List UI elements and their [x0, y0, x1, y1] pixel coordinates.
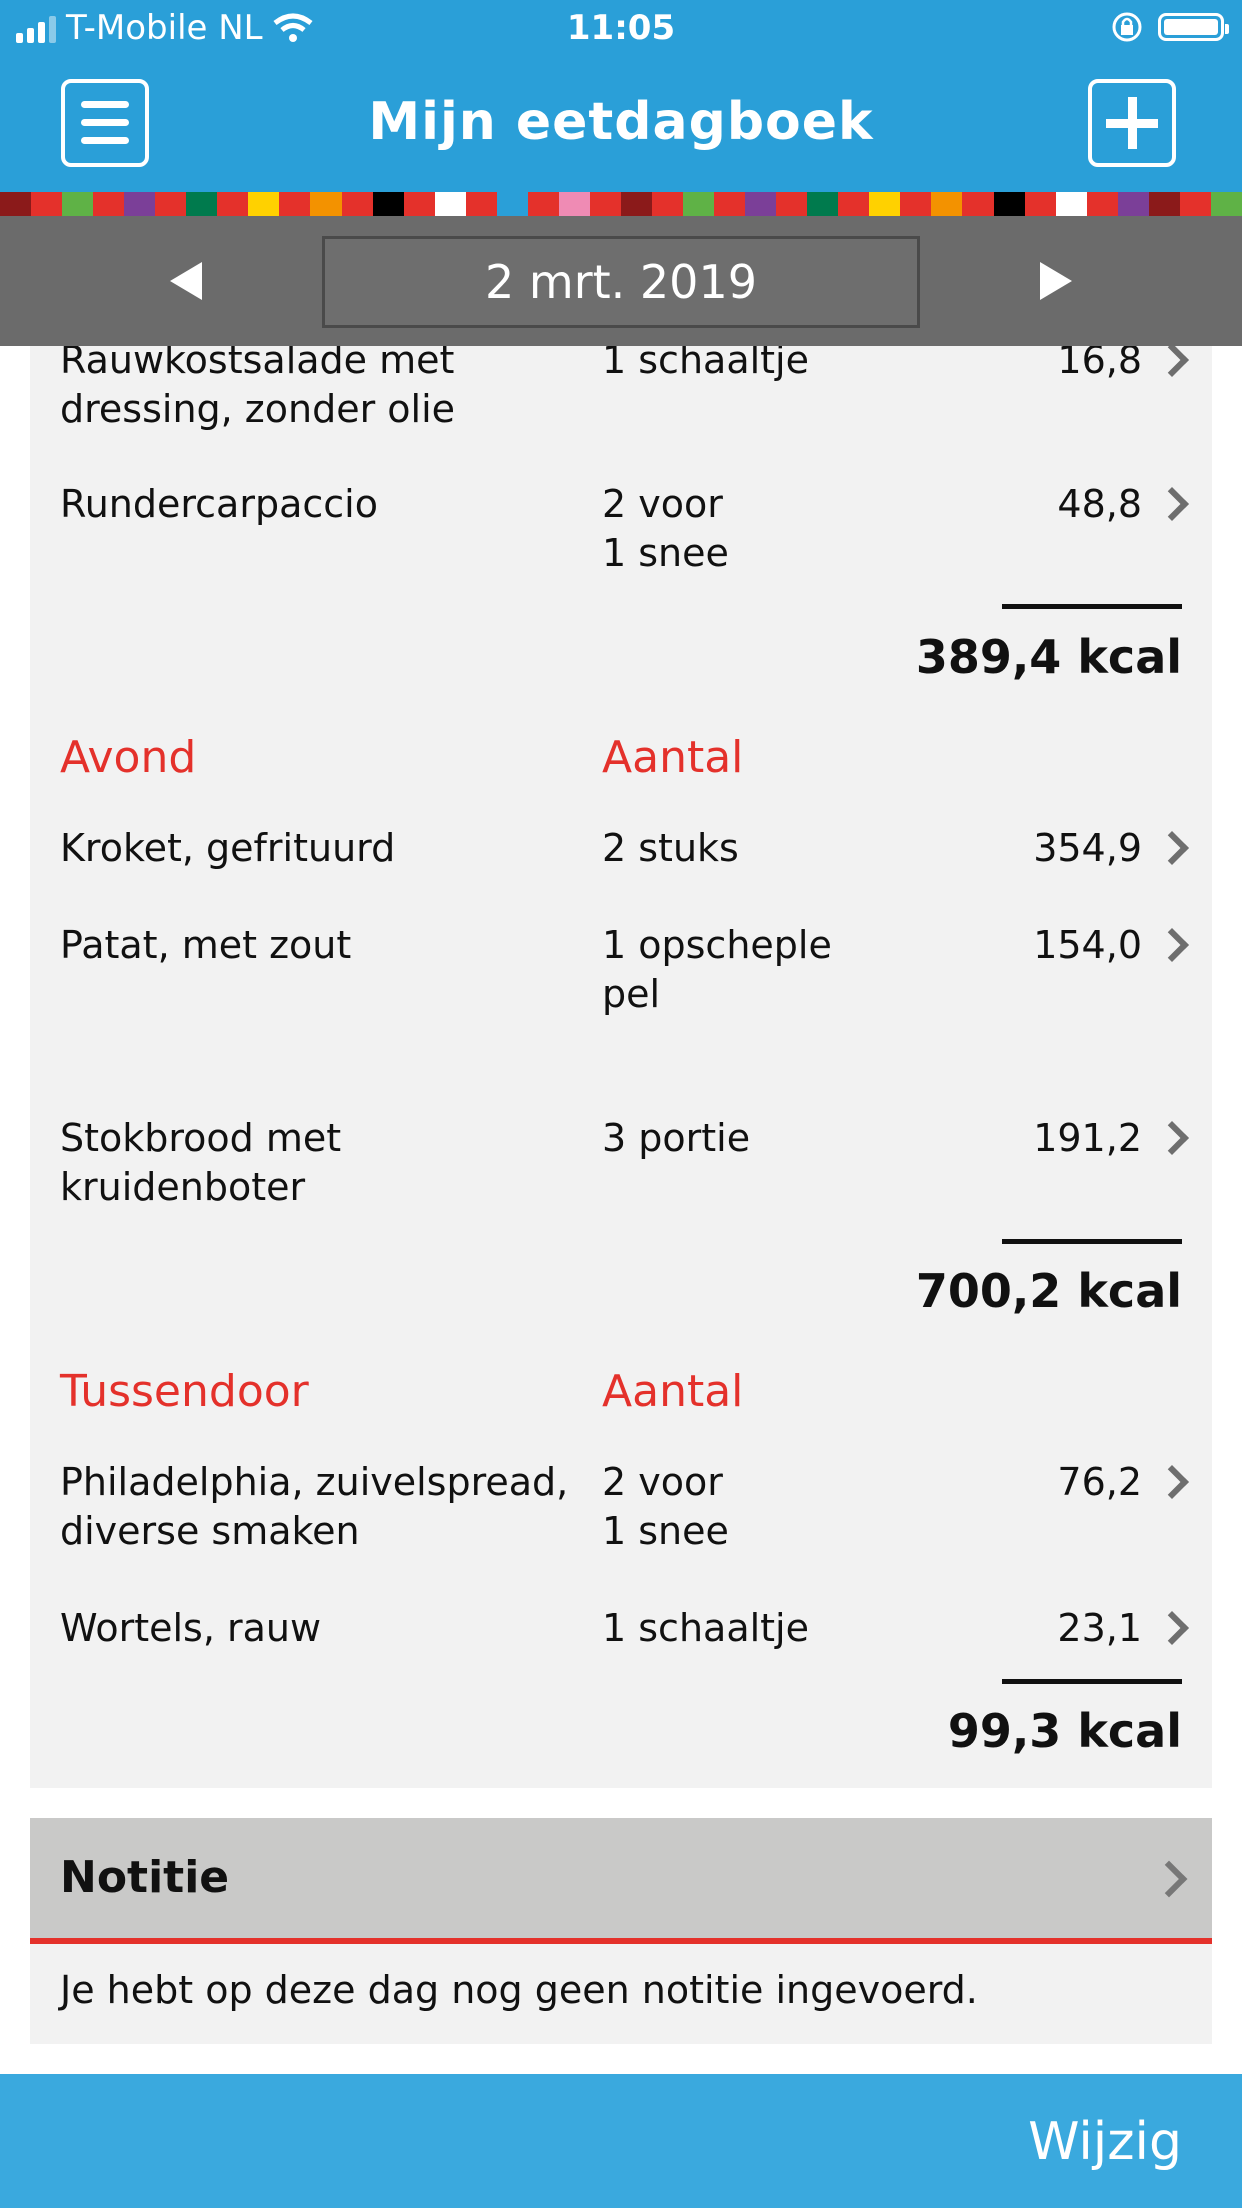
date-navigation [0, 216, 1242, 346]
bottom-bar [0, 2074, 1242, 2208]
color-strip-segment [248, 192, 279, 216]
status-bar [0, 0, 1242, 62]
color-strip-segment [621, 192, 652, 216]
color-strip-segment [0, 192, 31, 216]
tussendoor-total: 99,3 kcal [947, 1704, 1182, 1758]
color-strip-segment [435, 192, 466, 216]
color-strip-segment [217, 192, 248, 216]
color-strip-segment [1211, 192, 1242, 216]
color-strip-segment [62, 192, 93, 216]
note-text: Je hebt op deze dag nog geen notitie ingevoerd. [60, 1968, 978, 2012]
food-kcal: 23,1 [1057, 1606, 1142, 1650]
chevron-right-icon [1155, 1465, 1189, 1499]
food-name: Kroket, gefrituurd [60, 826, 396, 870]
note-body [30, 1944, 1212, 2044]
add-entry-button[interactable] [1088, 79, 1176, 167]
color-strip-segment [714, 192, 745, 216]
color-strip-segment [652, 192, 683, 216]
food-kcal: 354,9 [1033, 826, 1142, 870]
total-divider [1002, 604, 1182, 609]
section-title-avond: Avond [60, 732, 197, 783]
color-strip-segment [528, 192, 559, 216]
app-header [0, 62, 1242, 192]
color-strip-segment [1087, 192, 1118, 216]
section-title-tussendoor: Tussendoor [60, 1366, 309, 1417]
chevron-right-icon [1155, 1611, 1189, 1645]
color-strip-segment [342, 192, 373, 216]
color-strip-segment [155, 192, 186, 216]
food-name: Rundercarpaccio [60, 482, 378, 526]
color-strip-segment [373, 192, 404, 216]
food-name: Rauwkostsalade met dressing, zonder olie [60, 346, 456, 431]
color-strip-segment [590, 192, 621, 216]
food-name: Stokbrood met kruidenboter [60, 1116, 342, 1209]
food-kcal: 16,8 [1057, 346, 1142, 382]
color-strip-segment [279, 192, 310, 216]
food-quantity: 2 voor 1 snee [602, 1460, 729, 1553]
color-strip-segment [1025, 192, 1056, 216]
color-strip-segment [186, 192, 217, 216]
color-strip-segment [310, 192, 341, 216]
quantity-header: Aantal [602, 1366, 744, 1417]
food-quantity: 2 stuks [602, 826, 739, 870]
color-strip-segment [931, 192, 962, 216]
edit-button[interactable]: Wijzig [1028, 2112, 1182, 2172]
clock: 11:05 [566, 8, 676, 48]
color-strip-segment [776, 192, 807, 216]
total-divider [1002, 1679, 1182, 1684]
food-kcal: 191,2 [1033, 1116, 1142, 1160]
color-strip-segment [683, 192, 714, 216]
food-name: Philadelphia, zuivelspread, diverse smaken [60, 1460, 569, 1553]
food-quantity: 1 schaaltje [602, 1606, 809, 1650]
food-quantity: 1 opscheplepel [602, 923, 832, 1016]
color-strip-segment [1180, 192, 1211, 216]
chevron-right-icon [1155, 928, 1189, 962]
quantity-header: Aantal [602, 732, 744, 783]
color-strip-segment [1056, 192, 1087, 216]
food-kcal: 76,2 [1057, 1460, 1142, 1504]
food-name: Patat, met zout [60, 923, 352, 967]
color-strip-segment [1149, 192, 1180, 216]
chevron-right-icon [1155, 487, 1189, 521]
decorative-color-strip [0, 192, 1242, 216]
color-strip-segment [962, 192, 993, 216]
color-strip-segment [900, 192, 931, 216]
color-strip-segment [1118, 192, 1149, 216]
note-title: Notitie [60, 1852, 230, 1903]
lunch-total: 389,4 kcal [915, 630, 1182, 684]
battery-icon [1158, 13, 1224, 41]
color-strip-segment [807, 192, 838, 216]
chevron-right-icon [1151, 1861, 1188, 1898]
total-divider [1002, 1239, 1182, 1244]
food-kcal: 154,0 [1033, 923, 1142, 967]
diary-card [30, 346, 1212, 1788]
food-quantity: 3 portie [602, 1116, 751, 1160]
date-selector[interactable]: 2 mrt. 2019 [322, 236, 920, 328]
color-strip-segment [124, 192, 155, 216]
rotation-lock-icon [1110, 10, 1144, 44]
color-strip-segment [404, 192, 435, 216]
next-day-arrow-icon[interactable] [1040, 262, 1072, 300]
chevron-right-icon [1155, 1121, 1189, 1155]
avond-total: 700,2 kcal [915, 1264, 1182, 1318]
food-name: Wortels, rauw [60, 1606, 322, 1650]
color-strip-segment [869, 192, 900, 216]
food-quantity: 1 schaaltje [602, 346, 809, 382]
carrier-label: T-Mobile NL [66, 8, 263, 48]
chevron-right-icon [1155, 346, 1189, 377]
color-strip-segment [497, 192, 528, 216]
color-strip-segment [994, 192, 1025, 216]
page-title: Mijn eetdagboek [368, 92, 874, 152]
color-strip-segment [31, 192, 62, 216]
chevron-right-icon [1155, 831, 1189, 865]
color-strip-segment [93, 192, 124, 216]
color-strip-segment [745, 192, 776, 216]
color-strip-segment [559, 192, 590, 216]
food-kcal: 48,8 [1057, 482, 1142, 526]
food-quantity: 2 voor 1 snee [602, 482, 729, 575]
previous-day-arrow-icon[interactable] [170, 262, 202, 300]
note-header[interactable] [30, 1818, 1212, 1944]
color-strip-segment [466, 192, 497, 216]
color-strip-segment [838, 192, 869, 216]
